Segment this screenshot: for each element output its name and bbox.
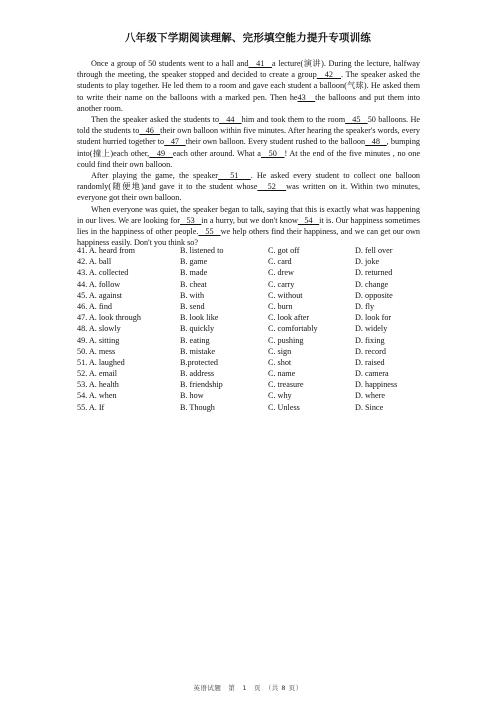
answer-blank: 55 <box>198 227 221 237</box>
passage-text: each other around. What a <box>172 148 261 158</box>
passage-text: it is. Our happiness sometimes lies in the happiness of other people. <box>77 215 420 237</box>
option-row <box>77 368 420 379</box>
paragraph-3 <box>77 170 420 204</box>
passage-text: we help others find their happiness, and we can get our own happiness easily. Don't you think so? <box>77 227 421 248</box>
option-choice: C. without <box>268 290 303 300</box>
option-choice: 54. A. when <box>77 391 117 401</box>
option-choice: 42. A. ball <box>77 257 112 267</box>
option-row <box>77 245 420 256</box>
option-row <box>77 402 420 413</box>
option-choice: C. carry <box>268 279 295 289</box>
answer-blank: 45 <box>345 115 368 125</box>
option-choice: B. mistake <box>180 346 216 356</box>
passage-text: Once a group of 50 students went to a hall and <box>91 59 249 68</box>
answer-blank: 51 <box>218 171 251 181</box>
passage-text: was written on it. Within two minutes, everyone got their own balloon. <box>77 182 420 203</box>
option-row <box>77 279 420 290</box>
paragraph-2 <box>77 114 420 170</box>
option-choice: 46. A. find <box>77 301 113 311</box>
option-choice: C. got off <box>268 246 300 255</box>
option-choice: B. address <box>180 369 215 379</box>
option-row <box>77 335 420 346</box>
option-choice: B. with <box>180 290 205 300</box>
passage-text: When everyone was quiet, the speaker began to talk, saying that this is exactly what was happening in our lives. We are looking for <box>77 204 420 225</box>
option-choice: D. opposite <box>355 290 393 300</box>
option-row <box>77 290 420 301</box>
option-choice: C. why <box>268 391 292 401</box>
option-choice: D. raised <box>355 357 385 367</box>
option-choice: 51. A. laughed <box>77 357 125 367</box>
option-row <box>77 346 420 357</box>
option-choice: C. Unless <box>268 402 300 412</box>
option-row <box>77 267 420 278</box>
option-choice: C. comfortably <box>268 324 318 334</box>
option-choice: D. happiness <box>355 380 398 390</box>
option-choice: D. change <box>355 279 389 289</box>
paragraph-4 <box>77 204 420 249</box>
option-choice: C. shot <box>268 357 292 367</box>
option-row <box>77 323 420 334</box>
passage-text: their own balloon within five minutes. After hearing the speaker's words, every student hurried together to <box>77 126 420 147</box>
option-choice: D. look for <box>355 313 392 323</box>
option-choice: 44. A. follow <box>77 279 121 289</box>
option-choice: B. game <box>180 257 208 267</box>
option-choice: D. fly <box>355 301 375 311</box>
passage-text: him and took them to the room <box>241 115 346 125</box>
option-row <box>77 301 420 312</box>
option-choice: B. look like <box>180 313 219 323</box>
option-choice: C. sign <box>268 346 292 356</box>
passage-text: Then the speaker asked the students to <box>91 115 220 125</box>
option-choice: C. drew <box>268 268 294 278</box>
option-choice: 53. A. health <box>77 380 119 390</box>
option-choice: 47. A. look through <box>77 313 141 323</box>
page-footer: 英语试题 第 1 页 （共 8 页） <box>193 684 303 692</box>
option-choice: C. look after <box>268 313 310 323</box>
passage-text: a lecture(演讲). During the lecture, halfway through the meeting, the speaker stopped and decided to create a group <box>77 59 421 80</box>
option-choice: D. joke <box>355 257 380 267</box>
passage-text: in a hurry, but we don't know <box>201 215 298 225</box>
option-choice: C. card <box>268 257 292 267</box>
option-row <box>77 357 420 368</box>
option-choice: D. fixing <box>355 335 385 345</box>
option-choice: B. listened to <box>180 246 224 255</box>
passage-text: ! At the end of the five minutes , no one could find their own balloon. <box>77 148 421 169</box>
option-choice: C. name <box>268 369 296 379</box>
answer-blank: 47 <box>164 137 186 147</box>
option-choice: 43. A. collected <box>77 268 129 278</box>
option-choice: B.protected <box>180 357 218 367</box>
cloze-passage <box>77 58 420 248</box>
answer-blank: 43 <box>297 92 316 102</box>
option-row <box>77 390 420 401</box>
answer-blank: 42 <box>316 70 342 80</box>
option-choice: 50. A. mess <box>77 346 116 356</box>
passage-text: . The speaker asked the students to play together. He led them to a room and gave each student a balloon(气球). He asked them to write their name on the balloons with a marked pen. Then he <box>77 70 421 102</box>
option-choice: 41. A. heard from <box>77 246 135 255</box>
option-choice: D. widely <box>355 324 388 334</box>
option-choice: B. Though <box>180 402 215 412</box>
option-choice: C. pushing <box>268 335 304 345</box>
passage-text: their own balloon. Every student rushed to the balloon <box>185 137 366 147</box>
option-choice: B. how <box>180 391 204 401</box>
option-choice: D. record <box>355 346 386 356</box>
option-choice: 49. A. sitting <box>77 335 120 345</box>
paragraph-1 <box>77 58 420 114</box>
option-choice: B. cheat <box>180 279 207 289</box>
passage-text: . He asked every student to collect one balloon randomly(随便地)and gave it to the student whose <box>77 171 421 192</box>
option-choice: 55. A. If <box>77 402 105 412</box>
answer-blank: 49 <box>149 148 173 158</box>
passage-text: 50 balloons. He told the students to <box>77 115 421 136</box>
option-choice: B. send <box>180 301 205 311</box>
option-row <box>77 312 420 323</box>
page-title: 八年级下学期阅读理解、完形填空能力提升专项训练 <box>124 32 372 44</box>
option-choice: B. eating <box>180 335 210 345</box>
answer-blank: 53 <box>180 215 202 225</box>
answer-blank: 46 <box>139 126 161 136</box>
option-choice: D. returned <box>355 268 393 278</box>
passage-text: , bumping into(撞上)each other, <box>77 137 421 158</box>
option-choice: 45. A. against <box>77 290 123 300</box>
answer-blank: 54 <box>297 215 320 225</box>
option-choice: 52. A. email <box>77 369 118 379</box>
option-choice: B. made <box>180 268 208 278</box>
answer-blank: 52 <box>257 182 287 192</box>
option-choice: 48. A. slowly <box>77 324 121 334</box>
option-choice: C. burn <box>268 301 293 311</box>
answer-blank: 44 <box>219 115 242 125</box>
option-choice: D. fell over <box>355 246 393 255</box>
passage-text: the balloons and put them into another room. <box>77 92 421 113</box>
answer-blank: 48 <box>365 137 387 147</box>
passage-text: After playing the game, the speaker <box>91 171 219 181</box>
option-row <box>77 379 420 390</box>
option-choice: D. where <box>355 391 386 401</box>
option-choice: B. friendship <box>180 380 223 390</box>
option-choice: C. treasure <box>268 380 304 390</box>
option-choice: D. camera <box>355 369 389 379</box>
option-choice: B. quickly <box>180 324 215 334</box>
answer-blank: 50 <box>260 148 285 158</box>
option-choice: D. Since <box>355 402 384 412</box>
answer-options <box>77 245 420 413</box>
option-row <box>77 256 420 267</box>
answer-blank: 41 <box>248 59 273 68</box>
